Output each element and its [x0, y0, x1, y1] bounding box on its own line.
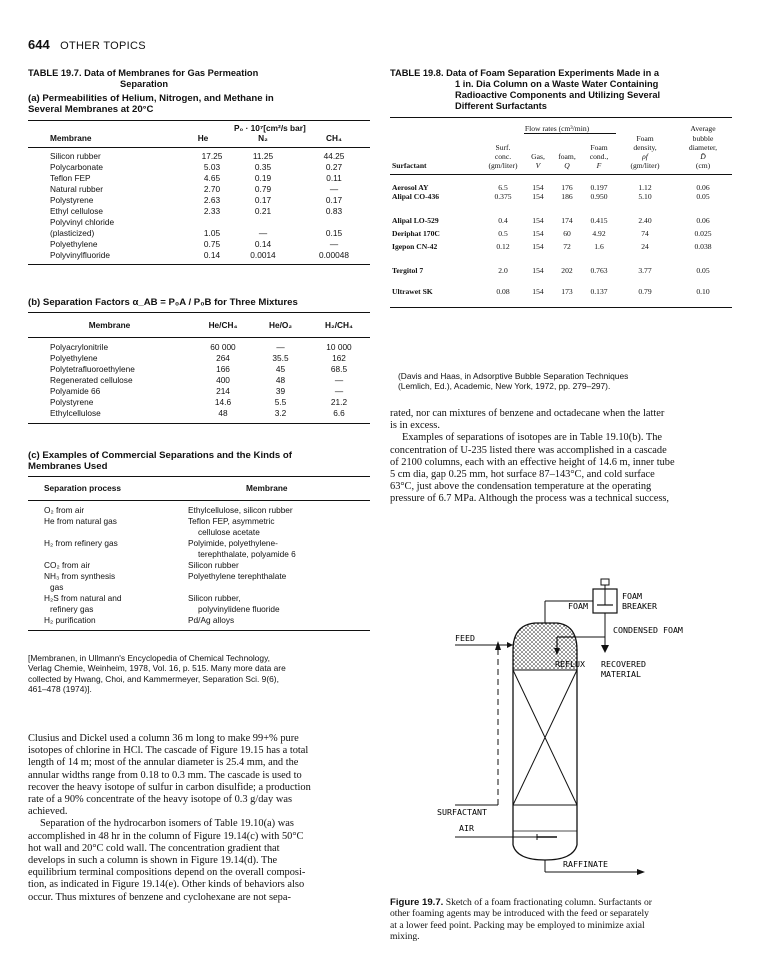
col-he: He: [197, 133, 209, 143]
table-row: (plasticized) 1.05 — 0.15: [50, 228, 343, 238]
table-row: Polyacrylonitrile 60 000 — 10 000: [50, 342, 352, 352]
table-row: Tergitol 7 2.0 154 202 0.763 3.77 0.05: [392, 265, 710, 275]
table-row: H₂ purification Pd/Ag alloys: [44, 615, 235, 625]
text-line: hot wall and 20°C cold wall. The concentration gradient that: [28, 842, 280, 854]
table-row: gas: [50, 582, 64, 592]
table-row: Polystyrene 2.63 0.17 0.17: [50, 195, 343, 205]
text-line: develops in such a column is shown in Figure 19.14(d). The: [28, 855, 278, 867]
table-row: Polytetrafluoroethylene 166 45 68.5: [50, 364, 348, 374]
table-row: Teflon FEP 4.65 0.19 0.11: [50, 173, 342, 183]
label-reflux: REFLUX: [555, 659, 585, 669]
table-row: Regenerated cellulose 400 48 —: [50, 375, 344, 385]
table-19-7a: [28, 120, 370, 265]
label-foam-breaker: FOAM: [622, 591, 642, 601]
text-line: Clusius and Dickel used a column 36 m long to make 99+% pure: [28, 733, 299, 744]
table-row: CO₂ from air Silicon rubber: [44, 560, 239, 570]
table-row: Natural rubber 2.70 0.79 —: [50, 184, 339, 194]
svg-text:MATERIAL: MATERIAL: [601, 669, 641, 679]
table-row: Polystyrene 14.6 5.5 21.2: [50, 397, 348, 407]
table-row: Polyvinylfluoride 0.14 0.0014 0.00048: [50, 250, 349, 260]
col-membrane: Membrane: [50, 133, 92, 143]
table-row: terephthalate, polyamide 6: [198, 549, 296, 559]
permeability-unit-header: P₀ · 10⁷[cm²/s bar]: [234, 123, 306, 133]
table-row: Aerosol AY 6.5 154 176 0.197 1.12 0.06: [392, 182, 710, 192]
table-row: Alipal LO-529 0.4 154 174 0.415 2.40 0.06: [392, 215, 710, 225]
col-he-ch4: He/CH₄: [208, 320, 238, 330]
right-body-text: [390, 408, 735, 506]
text-line: recover the heavy isotope of sulfur in carbon disulfide; a production: [28, 781, 311, 793]
section-title: OTHER TOPICS: [60, 40, 146, 52]
table-row: Ethyl cellulose 2.33 0.21 0.83: [50, 206, 343, 216]
col-n2: N₂: [258, 133, 268, 143]
label-foam: FOAM: [568, 601, 588, 611]
table-19-7b: [28, 312, 370, 424]
table-19-8: Flow rates (cm³/min) Average Foam bubble Surf. Foam density, diameter, conc. Gas, foam, cond., ρf D̄ Surfactant (gm/liter) V Q F (gm/liter) (cm) Aerosol AY 6.5 154 176 0.197 1.12 0.06 Alipal CO-436 0.375 154 186 0.950 5.10 0.05 Alipal LO-529 0.4 154 174 0.415 2.40 0.06 Deriphat 170C 0.5 154 60 4.92 74 0.025 Igepon CN-42 0.12 154 72 1.6 24 0.038 Tergitol 7 2.0 154 202 0.763 3.77 0.05 Ultrawet SK 0.08 154 173 0.137 0.79 0.10: [390, 117, 732, 308]
text-line: isotopes of chlorine in HCl. The cascade of Figure 19.15 has a total: [28, 745, 309, 757]
text-line: is in excess.: [390, 420, 440, 432]
left-body-text: [28, 733, 373, 904]
col-separation-process: Separation process: [44, 483, 122, 493]
table-19-7b-title: (b) Separation Factors α_AB = P₀A / P₀B for Three Mixtures: [28, 297, 298, 308]
table-row: Ultrawet SK 0.08 154 173 0.137 0.79 0.10: [392, 286, 710, 296]
table-19-8-title: TABLE 19.8. Data of Foam Separation Experiments Made in a 1 in. Dia Column on a Waste Water Containing Radioactive Components and Utilizing Several Different Surfactants: [390, 68, 661, 111]
table-19-7-title: TABLE 19.7. Data of Membranes for Gas Permeation Separation: [28, 68, 259, 89]
text-line: of 2100 columns, each with an effective height of 14.6 m, inner tube: [390, 456, 675, 468]
text-line: rate of a 90% concentrate of the heavy isotope of 0.3 g/day was: [28, 794, 292, 806]
page-header: [28, 36, 146, 54]
page-number: 644: [28, 37, 50, 52]
table-row: Alipal CO-436 0.375 154 186 0.950 5.10 0.05: [392, 191, 710, 201]
table-row: Polycarbonate 5.03 0.35 0.27: [50, 162, 343, 172]
label-surfactant: SURFACTANT: [437, 807, 487, 817]
col-membrane-c: Membrane: [246, 483, 288, 493]
text-line: rated, nor can mixtures of benzene and octadecane when the latter: [390, 408, 665, 419]
text-line: length of 14 m; most of the annular diameter is 25.4 mm, and the: [28, 757, 299, 769]
table-19-7-source: [Membranen, in Ullmann's Encyclopedia of Chemical Technology, Verlag Chemie, Weinheim, 1978, Vol. 16, p. 515. Many more data are collected by Hwang, Choi, and Kammermeyer, Separation Sci. 9(6), 461–478 (1974)].: [28, 653, 286, 695]
table-row: Polyethylene 264 35.5 162: [50, 353, 346, 363]
table-19-7c: [28, 476, 370, 631]
table-row: O₂ from air Ethylcellulose, silicon rubber: [44, 505, 293, 515]
table-row: cellulose acetate: [198, 527, 260, 537]
flow-rates-header: Flow rates (cm³/min): [524, 124, 590, 133]
table-19-7c-title: (c) Examples of Commercial Separations and the Kinds of Membranes Used: [28, 450, 292, 472]
text-line: tion, as indicated in Figure 19.14(e). Other kinds of behaviors also: [28, 879, 305, 891]
table-row: Igepon CN-42 0.12 154 72 1.6 24 0.038: [392, 241, 712, 251]
col-he-o2: He/O₂: [268, 320, 293, 330]
table-19-7a-title: (a) Permeabilities of Helium, Nitrogen, and Methane in Several Membranes at 20°C: [28, 93, 274, 115]
text-line: annular widths range from 0.18 to 0.3 mm. The cascade is used to: [28, 769, 302, 781]
col-ch4: CH₄: [326, 133, 342, 143]
table-row: Polyamide 66 214 39 —: [50, 386, 344, 396]
table-row: H₂ from refinery gas Polyimide, polyethylene-: [44, 538, 278, 548]
text-line: occur. Thus mixtures of benzene and cyclohexane are not sepa-: [28, 891, 291, 903]
text-line: Examples of separations of isotopes are in Table 19.10(b). The: [402, 432, 663, 444]
col-surfactant: Surfactant: [392, 160, 427, 170]
table-19-7a-body: [28, 151, 370, 261]
foam-column-figure: [425, 575, 735, 885]
table-row: Polyethylene 0.75 0.14 —: [50, 239, 339, 249]
text-line: concentration of U-235 listed there was accomplished in a cascade: [390, 444, 667, 456]
figure-19-7-caption: Figure 19.7. Sketch of a foam fractionating column. Surfactants or other foaming agents may be introduced with the feed or separately at a lower feed point. Packing may be employed to minimize axial mixing.: [390, 897, 652, 943]
text-line: accomplished in 48 hr in the column of Figure 19.14(c) with 50°C: [28, 830, 304, 842]
table-row: Ethylcellulose 48 3.2 6.6: [50, 408, 345, 418]
text-line: achieved.: [28, 806, 68, 818]
text-line: 5 cm dia, gap 0.25 mm, hot surface 87–143°C, and cold surface: [390, 469, 655, 481]
text-line: equilibrium terminal compositions depend on the overall composi-: [28, 867, 306, 879]
label-raffinate: RAFFINATE: [563, 859, 608, 869]
table-row: refinery gas polyvinylidene fluoride: [50, 604, 280, 614]
table-row: Silicon rubber 17.25 11.25 44.25: [50, 151, 345, 161]
table-row: Polyvinyl chloride: [50, 217, 115, 227]
label-recovered: RECOVERED: [601, 659, 646, 669]
table-19-8-source: (Davis and Haas, in Adsorptive Bubble Separation Techniques (Lemlich, Ed.), Academic, New York, 1972, pp. 279–297).: [398, 371, 629, 392]
text-line: Separation of the hydrocarbon isomers of Table 19.10(a) was: [40, 818, 294, 830]
svg-text:BREAKER: BREAKER: [622, 601, 657, 611]
label-feed: FEED: [455, 633, 475, 643]
col-membrane-b: Membrane: [88, 320, 131, 330]
label-air: AIR: [459, 823, 474, 833]
table-row: NH₃ from synthesis Polyethylene terephthalate: [44, 571, 287, 581]
text-line: 63°C, just above the condensation temperature at the operating: [390, 481, 652, 493]
col-h2-ch4: H₂/CH₄: [325, 320, 353, 330]
label-condensed-foam: CONDENSED FOAM: [613, 625, 683, 635]
table-row: He from natural gas Teflon FEP, asymmetric: [44, 516, 275, 526]
table-row: H₂S from natural and Silicon rubber,: [44, 593, 241, 603]
table-row: Deriphat 170C 0.5 154 60 4.92 74 0.025: [392, 228, 712, 238]
text-line: pressure of 6.7 MPa. Although the process was a technical success,: [390, 493, 670, 505]
